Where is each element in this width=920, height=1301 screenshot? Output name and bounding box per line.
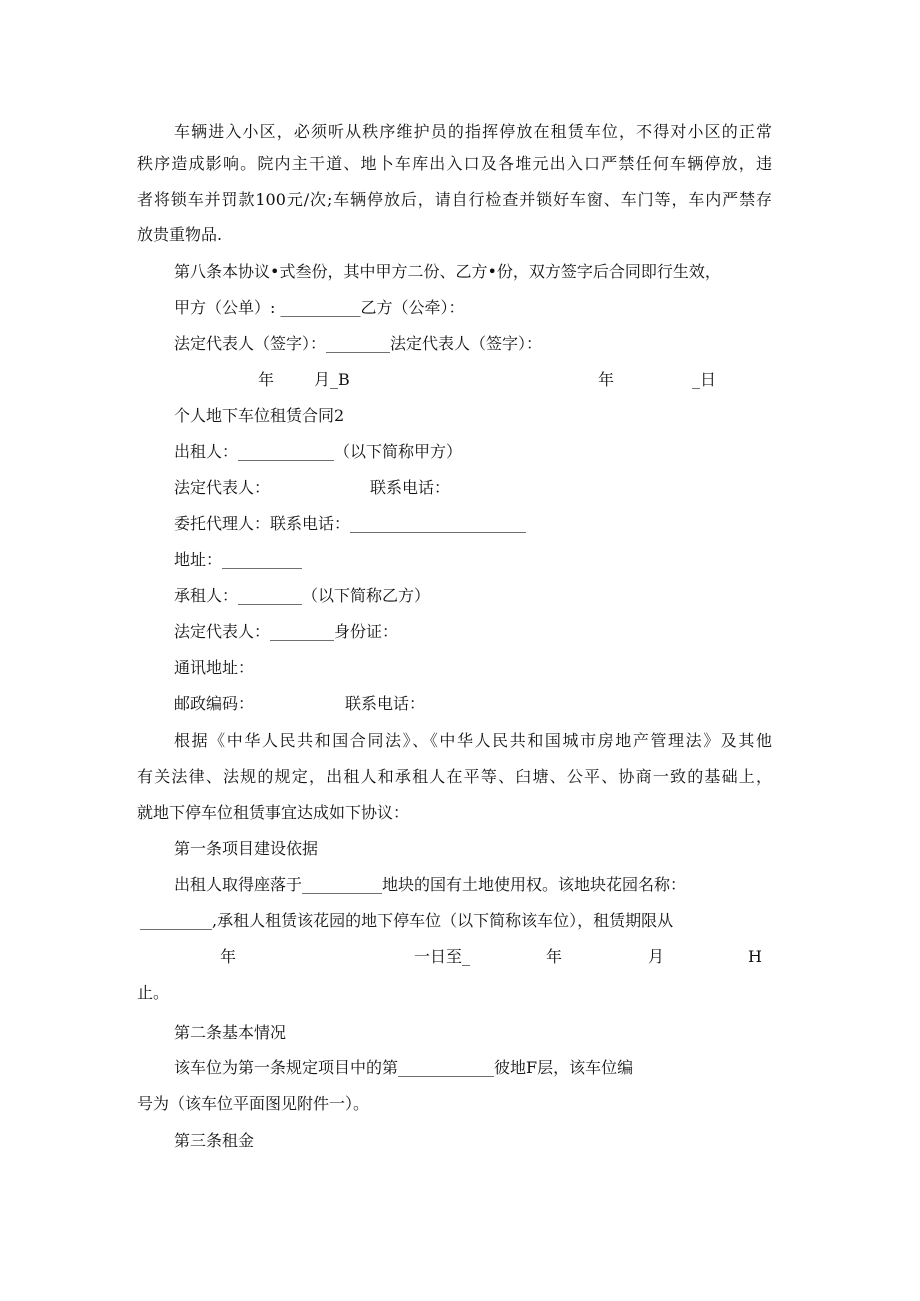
date-day: 一日至_ bbox=[414, 947, 471, 966]
text-line: _________,承租人租赁该花园的地下停车位（以下简称该车位），租赁期限从 bbox=[140, 911, 674, 930]
text-line: 第八条本协议•式叁份，其中甲方二份、乙方•份，双方签字后合同即行生效， bbox=[174, 262, 721, 281]
text-line: 委托代理人：联系电话：______________________ bbox=[174, 514, 527, 533]
text-line: 有关法律、法规的规定，出租人和承租人在平等、臼塘、公平、协商一致的基础上， bbox=[137, 767, 772, 786]
text-line: 者将锁车并罚款100元/次;车辆停放后，请自行检查并锁好车窗、车门等，车内严禁存 bbox=[137, 190, 772, 209]
text-line: 法定代表人（签字）：________法定代表人（签字）： bbox=[174, 334, 543, 353]
text-line: 承租人：________（以下简称乙方） bbox=[174, 586, 431, 605]
date-day: _日 bbox=[692, 370, 717, 389]
text-line: 秩序造成影响。院内主干道、地卜车库出入口及各堆元出入口严禁任何车辆停放，违 bbox=[137, 154, 772, 173]
clause-title: 第三条租金 bbox=[174, 1131, 255, 1150]
text-line: 甲方（公单）: __________乙方（公牵）： bbox=[174, 298, 465, 317]
text-line: 出租人：____________（以下简称甲方） bbox=[174, 442, 463, 461]
date-year: 年 bbox=[546, 947, 563, 966]
text-line: 根据《中华人民共和国合同法》、《中华人民共和国城市房地产管理法》及其他 bbox=[174, 731, 772, 750]
date-month: 月_B bbox=[314, 370, 350, 389]
postal-label: 邮政编码： bbox=[174, 694, 255, 713]
date-year: 年 bbox=[598, 370, 615, 389]
text-line: 车辆进入小区，必须听从秩序维护员的指挥停放在租赁车位，不得对小区的正常 bbox=[174, 122, 772, 141]
text-line: 出租人取得座落于__________地块的国有土地使用权。该地块花园名称： bbox=[174, 875, 687, 894]
text-line: 就地下停车位租赁事宜达成如下协议： bbox=[137, 803, 410, 822]
date-year: 年 bbox=[258, 370, 275, 389]
phone-label: 联系电话： bbox=[345, 694, 426, 713]
date-day: H bbox=[748, 947, 762, 966]
section-title: 个人地下车位租赁合同2 bbox=[174, 406, 345, 425]
text-line: 号为（该车位平面图见附件一）。 bbox=[137, 1094, 370, 1113]
text-line: 止。 bbox=[137, 983, 170, 1002]
date-month: 月 bbox=[648, 947, 665, 966]
clause-title: 第一条项目建设依据 bbox=[174, 839, 319, 858]
phone-label: 联系电话： bbox=[370, 478, 451, 497]
text-line: 该车位为第一条规定项目中的第____________彼地F层，该车位编 bbox=[174, 1058, 634, 1077]
clause-title: 第二条基本情况 bbox=[174, 1023, 287, 1042]
text-line: 通讯地址： bbox=[174, 658, 255, 677]
text-line: 放贵重物品. bbox=[137, 225, 223, 244]
text-line: 地址：__________ bbox=[174, 550, 303, 569]
date-year: 年 bbox=[220, 947, 237, 966]
legal-rep-label: 法定代表人： bbox=[174, 478, 271, 497]
text-line: 法定代表人：________身份证： bbox=[174, 622, 399, 641]
